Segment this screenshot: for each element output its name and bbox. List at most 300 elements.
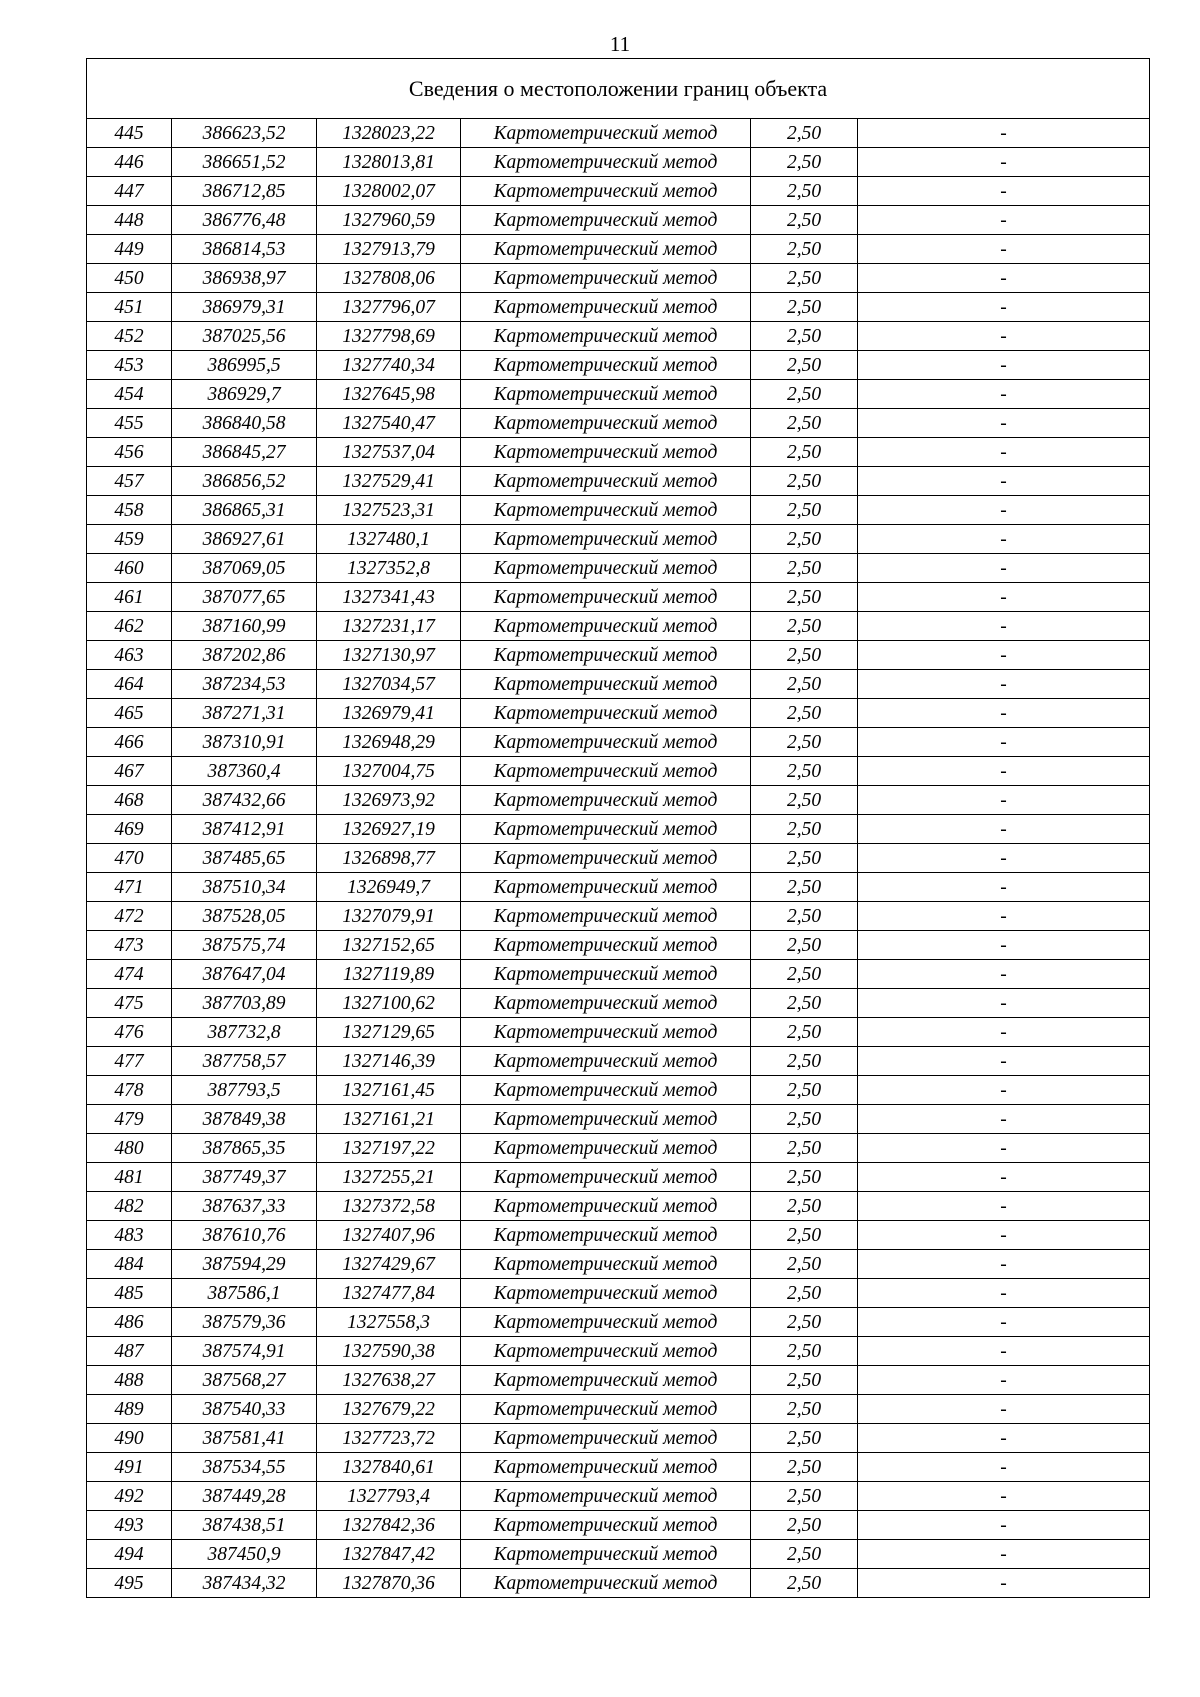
coordinate-y-cell: 1326973,92 xyxy=(317,786,461,815)
point-number-cell: 469 xyxy=(87,815,172,844)
point-number-cell: 460 xyxy=(87,554,172,583)
coordinate-x-cell: 387540,33 xyxy=(172,1395,317,1424)
note-cell: - xyxy=(858,699,1150,728)
note-cell: - xyxy=(858,1163,1150,1192)
coordinate-y-cell: 1327798,69 xyxy=(317,322,461,351)
note-cell: - xyxy=(858,902,1150,931)
point-number-cell: 489 xyxy=(87,1395,172,1424)
note-cell: - xyxy=(858,1540,1150,1569)
coordinate-x-cell: 387432,66 xyxy=(172,786,317,815)
coordinate-y-cell: 1327130,97 xyxy=(317,641,461,670)
coordinate-x-cell: 387271,31 xyxy=(172,699,317,728)
coordinate-y-cell: 1326949,7 xyxy=(317,873,461,902)
method-cell: Картометрический метод xyxy=(461,409,751,438)
method-cell: Картометрический метод xyxy=(461,525,751,554)
note-cell: - xyxy=(858,235,1150,264)
coordinate-x-cell: 387793,5 xyxy=(172,1076,317,1105)
coordinate-x-cell: 386865,31 xyxy=(172,496,317,525)
coordinate-y-cell: 1328002,07 xyxy=(317,177,461,206)
precision-cell: 2,50 xyxy=(751,1540,858,1569)
table-title: Сведения о местоположении границ объекта xyxy=(87,59,1150,119)
note-cell: - xyxy=(858,525,1150,554)
precision-cell: 2,50 xyxy=(751,293,858,322)
point-number-cell: 483 xyxy=(87,1221,172,1250)
precision-cell: 2,50 xyxy=(751,728,858,757)
table-row xyxy=(87,1250,1150,1279)
coordinate-x-cell: 387310,91 xyxy=(172,728,317,757)
precision-cell: 2,50 xyxy=(751,1279,858,1308)
coordinate-y-cell: 1327341,43 xyxy=(317,583,461,612)
coordinate-y-cell: 1327679,22 xyxy=(317,1395,461,1424)
note-cell: - xyxy=(858,1308,1150,1337)
coordinate-y-cell: 1327808,06 xyxy=(317,264,461,293)
coordinate-y-cell: 1327529,41 xyxy=(317,467,461,496)
coordinate-y-cell: 1327477,84 xyxy=(317,1279,461,1308)
point-number-cell: 452 xyxy=(87,322,172,351)
precision-cell: 2,50 xyxy=(751,699,858,728)
coordinate-x-cell: 386979,31 xyxy=(172,293,317,322)
precision-cell: 2,50 xyxy=(751,902,858,931)
precision-cell: 2,50 xyxy=(751,438,858,467)
point-number-cell: 451 xyxy=(87,293,172,322)
coordinate-x-cell: 386929,7 xyxy=(172,380,317,409)
coordinate-x-cell: 387202,86 xyxy=(172,641,317,670)
note-cell: - xyxy=(858,293,1150,322)
precision-cell: 2,50 xyxy=(751,641,858,670)
point-number-cell: 495 xyxy=(87,1569,172,1598)
point-number-cell: 481 xyxy=(87,1163,172,1192)
method-cell: Картометрический метод xyxy=(461,1482,751,1511)
coordinate-x-cell: 386712,85 xyxy=(172,177,317,206)
precision-cell: 2,50 xyxy=(751,583,858,612)
coordinate-y-cell: 1327255,21 xyxy=(317,1163,461,1192)
coordinate-x-cell: 386856,52 xyxy=(172,467,317,496)
point-number-cell: 474 xyxy=(87,960,172,989)
note-cell: - xyxy=(858,1134,1150,1163)
note-cell: - xyxy=(858,496,1150,525)
precision-cell: 2,50 xyxy=(751,1047,858,1076)
point-number-cell: 479 xyxy=(87,1105,172,1134)
method-cell: Картометрический метод xyxy=(461,989,751,1018)
table-row xyxy=(87,1366,1150,1395)
method-cell: Картометрический метод xyxy=(461,351,751,380)
note-cell: - xyxy=(858,844,1150,873)
coordinate-y-cell: 1327152,65 xyxy=(317,931,461,960)
note-cell: - xyxy=(858,1395,1150,1424)
method-cell: Картометрический метод xyxy=(461,1337,751,1366)
coordinate-y-cell: 1327913,79 xyxy=(317,235,461,264)
note-cell: - xyxy=(858,380,1150,409)
coordinate-y-cell: 1327590,38 xyxy=(317,1337,461,1366)
table-row xyxy=(87,148,1150,177)
coordinate-y-cell: 1327197,22 xyxy=(317,1134,461,1163)
note-cell: - xyxy=(858,1192,1150,1221)
note-cell: - xyxy=(858,989,1150,1018)
coordinate-y-cell: 1327161,45 xyxy=(317,1076,461,1105)
table-row xyxy=(87,1047,1150,1076)
precision-cell: 2,50 xyxy=(751,1569,858,1598)
coordinate-x-cell: 387647,04 xyxy=(172,960,317,989)
coordinate-x-cell: 387434,32 xyxy=(172,1569,317,1598)
point-number-cell: 487 xyxy=(87,1337,172,1366)
coordinate-x-cell: 386845,27 xyxy=(172,438,317,467)
coordinate-y-cell: 1326948,29 xyxy=(317,728,461,757)
point-number-cell: 491 xyxy=(87,1453,172,1482)
coordinate-x-cell: 387510,34 xyxy=(172,873,317,902)
point-number-cell: 455 xyxy=(87,409,172,438)
coordinate-y-cell: 1327537,04 xyxy=(317,438,461,467)
point-number-cell: 456 xyxy=(87,438,172,467)
coordinate-x-cell: 387749,37 xyxy=(172,1163,317,1192)
coordinate-y-cell: 1327034,57 xyxy=(317,670,461,699)
coordinate-x-cell: 386814,53 xyxy=(172,235,317,264)
point-number-cell: 470 xyxy=(87,844,172,873)
coordinate-x-cell: 387025,56 xyxy=(172,322,317,351)
coordinate-y-cell: 1327100,62 xyxy=(317,989,461,1018)
coordinate-x-cell: 387528,05 xyxy=(172,902,317,931)
precision-cell: 2,50 xyxy=(751,873,858,902)
precision-cell: 2,50 xyxy=(751,1076,858,1105)
table-row xyxy=(87,670,1150,699)
coordinate-x-cell: 387732,8 xyxy=(172,1018,317,1047)
point-number-cell: 465 xyxy=(87,699,172,728)
coordinate-y-cell: 1327960,59 xyxy=(317,206,461,235)
method-cell: Картометрический метод xyxy=(461,1569,751,1598)
precision-cell: 2,50 xyxy=(751,1511,858,1540)
precision-cell: 2,50 xyxy=(751,1453,858,1482)
note-cell: - xyxy=(858,1453,1150,1482)
note-cell: - xyxy=(858,815,1150,844)
table-row xyxy=(87,293,1150,322)
precision-cell: 2,50 xyxy=(751,264,858,293)
point-number-cell: 468 xyxy=(87,786,172,815)
coordinate-y-cell: 1327796,07 xyxy=(317,293,461,322)
point-number-cell: 453 xyxy=(87,351,172,380)
note-cell: - xyxy=(858,612,1150,641)
coordinate-x-cell: 386776,48 xyxy=(172,206,317,235)
precision-cell: 2,50 xyxy=(751,1424,858,1453)
precision-cell: 2,50 xyxy=(751,1192,858,1221)
precision-cell: 2,50 xyxy=(751,409,858,438)
table-row xyxy=(87,1453,1150,1482)
coordinate-y-cell: 1327129,65 xyxy=(317,1018,461,1047)
point-number-cell: 458 xyxy=(87,496,172,525)
table-row xyxy=(87,1192,1150,1221)
table-row xyxy=(87,119,1150,148)
precision-cell: 2,50 xyxy=(751,960,858,989)
table-row xyxy=(87,554,1150,583)
precision-cell: 2,50 xyxy=(751,1250,858,1279)
note-cell: - xyxy=(858,554,1150,583)
coordinate-x-cell: 387594,29 xyxy=(172,1250,317,1279)
table-row xyxy=(87,1395,1150,1424)
method-cell: Картометрический метод xyxy=(461,1308,751,1337)
table-row xyxy=(87,1337,1150,1366)
coordinate-x-cell: 387568,27 xyxy=(172,1366,317,1395)
method-cell: Картометрический метод xyxy=(461,1511,751,1540)
coordinate-y-cell: 1327870,36 xyxy=(317,1569,461,1598)
table-row xyxy=(87,1540,1150,1569)
note-cell: - xyxy=(858,1511,1150,1540)
note-cell: - xyxy=(858,1105,1150,1134)
note-cell: - xyxy=(858,1337,1150,1366)
note-cell: - xyxy=(858,322,1150,351)
note-cell: - xyxy=(858,264,1150,293)
table-row xyxy=(87,931,1150,960)
point-number-cell: 492 xyxy=(87,1482,172,1511)
precision-cell: 2,50 xyxy=(751,1221,858,1250)
method-cell: Картометрический метод xyxy=(461,1018,751,1047)
table-row xyxy=(87,322,1150,351)
coordinate-x-cell: 387579,36 xyxy=(172,1308,317,1337)
method-cell: Картометрический метод xyxy=(461,1163,751,1192)
note-cell: - xyxy=(858,1076,1150,1105)
method-cell: Картометрический метод xyxy=(461,1279,751,1308)
coordinate-y-cell: 1326927,19 xyxy=(317,815,461,844)
table-row xyxy=(87,1163,1150,1192)
point-number-cell: 448 xyxy=(87,206,172,235)
table-row xyxy=(87,1018,1150,1047)
method-cell: Картометрический метод xyxy=(461,757,751,786)
precision-cell: 2,50 xyxy=(751,989,858,1018)
point-number-cell: 477 xyxy=(87,1047,172,1076)
coordinate-y-cell: 1327146,39 xyxy=(317,1047,461,1076)
coordinate-x-cell: 386995,5 xyxy=(172,351,317,380)
boundary-coordinates-table xyxy=(86,58,1150,1598)
precision-cell: 2,50 xyxy=(751,1308,858,1337)
note-cell: - xyxy=(858,873,1150,902)
table-row xyxy=(87,641,1150,670)
point-number-cell: 449 xyxy=(87,235,172,264)
table-row xyxy=(87,467,1150,496)
note-cell: - xyxy=(858,206,1150,235)
note-cell: - xyxy=(858,1366,1150,1395)
coordinate-x-cell: 387534,55 xyxy=(172,1453,317,1482)
table-row xyxy=(87,206,1150,235)
table-row xyxy=(87,757,1150,786)
coordinate-x-cell: 387637,33 xyxy=(172,1192,317,1221)
coordinate-x-cell: 387485,65 xyxy=(172,844,317,873)
point-number-cell: 476 xyxy=(87,1018,172,1047)
table-row xyxy=(87,1076,1150,1105)
table-row xyxy=(87,786,1150,815)
coordinate-y-cell: 1327842,36 xyxy=(317,1511,461,1540)
method-cell: Картометрический метод xyxy=(461,1395,751,1424)
note-cell: - xyxy=(858,409,1150,438)
coordinate-y-cell: 1327480,1 xyxy=(317,525,461,554)
table-row xyxy=(87,989,1150,1018)
point-number-cell: 486 xyxy=(87,1308,172,1337)
method-cell: Картометрический метод xyxy=(461,148,751,177)
point-number-cell: 493 xyxy=(87,1511,172,1540)
precision-cell: 2,50 xyxy=(751,1163,858,1192)
note-cell: - xyxy=(858,1279,1150,1308)
method-cell: Картометрический метод xyxy=(461,699,751,728)
coordinate-y-cell: 1326898,77 xyxy=(317,844,461,873)
table-row xyxy=(87,1308,1150,1337)
table-row xyxy=(87,438,1150,467)
method-cell: Картометрический метод xyxy=(461,177,751,206)
method-cell: Картометрический метод xyxy=(461,264,751,293)
method-cell: Картометрический метод xyxy=(461,670,751,699)
method-cell: Картометрический метод xyxy=(461,641,751,670)
method-cell: Картометрический метод xyxy=(461,583,751,612)
table-row xyxy=(87,1482,1150,1511)
table-row xyxy=(87,351,1150,380)
note-cell: - xyxy=(858,177,1150,206)
point-number-cell: 457 xyxy=(87,467,172,496)
point-number-cell: 463 xyxy=(87,641,172,670)
coordinate-y-cell: 1327004,75 xyxy=(317,757,461,786)
coordinate-x-cell: 387077,65 xyxy=(172,583,317,612)
coordinate-x-cell: 387234,53 xyxy=(172,670,317,699)
coordinate-x-cell: 387758,57 xyxy=(172,1047,317,1076)
point-number-cell: 447 xyxy=(87,177,172,206)
note-cell: - xyxy=(858,960,1150,989)
note-cell: - xyxy=(858,1250,1150,1279)
note-cell: - xyxy=(858,148,1150,177)
coordinate-y-cell: 1327372,58 xyxy=(317,1192,461,1221)
precision-cell: 2,50 xyxy=(751,554,858,583)
coordinate-x-cell: 387703,89 xyxy=(172,989,317,1018)
point-number-cell: 446 xyxy=(87,148,172,177)
method-cell: Картометрический метод xyxy=(461,1540,751,1569)
table-row xyxy=(87,525,1150,554)
coordinate-x-cell: 387586,1 xyxy=(172,1279,317,1308)
method-cell: Картометрический метод xyxy=(461,235,751,264)
precision-cell: 2,50 xyxy=(751,1482,858,1511)
point-number-cell: 464 xyxy=(87,670,172,699)
coordinate-y-cell: 1327638,27 xyxy=(317,1366,461,1395)
note-cell: - xyxy=(858,467,1150,496)
method-cell: Картометрический метод xyxy=(461,1076,751,1105)
table-row xyxy=(87,1511,1150,1540)
method-cell: Картометрический метод xyxy=(461,728,751,757)
note-cell: - xyxy=(858,728,1150,757)
method-cell: Картометрический метод xyxy=(461,380,751,409)
table-row xyxy=(87,583,1150,612)
coordinate-y-cell: 1327847,42 xyxy=(317,1540,461,1569)
method-cell: Картометрический метод xyxy=(461,786,751,815)
point-number-cell: 480 xyxy=(87,1134,172,1163)
note-cell: - xyxy=(858,583,1150,612)
coordinate-y-cell: 1328023,22 xyxy=(317,119,461,148)
table-row xyxy=(87,699,1150,728)
coordinate-x-cell: 387360,4 xyxy=(172,757,317,786)
note-cell: - xyxy=(858,1569,1150,1598)
method-cell: Картометрический метод xyxy=(461,815,751,844)
method-cell: Картометрический метод xyxy=(461,873,751,902)
coordinate-x-cell: 386840,58 xyxy=(172,409,317,438)
coordinate-x-cell: 386623,52 xyxy=(172,119,317,148)
coordinate-y-cell: 1327429,67 xyxy=(317,1250,461,1279)
point-number-cell: 494 xyxy=(87,1540,172,1569)
method-cell: Картометрический метод xyxy=(461,119,751,148)
table-row xyxy=(87,902,1150,931)
table-row xyxy=(87,1134,1150,1163)
method-cell: Картометрический метод xyxy=(461,960,751,989)
coordinate-x-cell: 387575,74 xyxy=(172,931,317,960)
precision-cell: 2,50 xyxy=(751,844,858,873)
note-cell: - xyxy=(858,1482,1150,1511)
table-row xyxy=(87,612,1150,641)
note-cell: - xyxy=(858,670,1150,699)
method-cell: Картометрический метод xyxy=(461,554,751,583)
table-row xyxy=(87,235,1150,264)
coordinate-x-cell: 386651,52 xyxy=(172,148,317,177)
precision-cell: 2,50 xyxy=(751,148,858,177)
precision-cell: 2,50 xyxy=(751,351,858,380)
point-number-cell: 472 xyxy=(87,902,172,931)
coordinate-x-cell: 387865,35 xyxy=(172,1134,317,1163)
precision-cell: 2,50 xyxy=(751,1018,858,1047)
table-row xyxy=(87,409,1150,438)
method-cell: Картометрический метод xyxy=(461,496,751,525)
point-number-cell: 490 xyxy=(87,1424,172,1453)
coordinate-y-cell: 1327558,3 xyxy=(317,1308,461,1337)
table-row xyxy=(87,728,1150,757)
note-cell: - xyxy=(858,438,1150,467)
coordinate-x-cell: 387412,91 xyxy=(172,815,317,844)
precision-cell: 2,50 xyxy=(751,612,858,641)
precision-cell: 2,50 xyxy=(751,1366,858,1395)
table-row xyxy=(87,177,1150,206)
table-row xyxy=(87,1424,1150,1453)
coordinate-y-cell: 1328013,81 xyxy=(317,148,461,177)
coordinate-y-cell: 1327079,91 xyxy=(317,902,461,931)
note-cell: - xyxy=(858,1018,1150,1047)
table-row xyxy=(87,844,1150,873)
point-number-cell: 478 xyxy=(87,1076,172,1105)
table-row xyxy=(87,1221,1150,1250)
precision-cell: 2,50 xyxy=(751,496,858,525)
method-cell: Картометрический метод xyxy=(461,322,751,351)
table-row xyxy=(87,815,1150,844)
point-number-cell: 482 xyxy=(87,1192,172,1221)
method-cell: Картометрический метод xyxy=(461,1424,751,1453)
coordinate-y-cell: 1327407,96 xyxy=(317,1221,461,1250)
precision-cell: 2,50 xyxy=(751,322,858,351)
precision-cell: 2,50 xyxy=(751,467,858,496)
precision-cell: 2,50 xyxy=(751,670,858,699)
table-row xyxy=(87,873,1150,902)
precision-cell: 2,50 xyxy=(751,1395,858,1424)
point-number-cell: 485 xyxy=(87,1279,172,1308)
table-row xyxy=(87,960,1150,989)
precision-cell: 2,50 xyxy=(751,1337,858,1366)
table-row xyxy=(87,264,1150,293)
coordinate-x-cell: 387160,99 xyxy=(172,612,317,641)
coordinate-y-cell: 1326979,41 xyxy=(317,699,461,728)
coordinate-x-cell: 387449,28 xyxy=(172,1482,317,1511)
method-cell: Картометрический метод xyxy=(461,293,751,322)
precision-cell: 2,50 xyxy=(751,380,858,409)
method-cell: Картометрический метод xyxy=(461,612,751,641)
coordinate-y-cell: 1327352,8 xyxy=(317,554,461,583)
table-row xyxy=(87,1279,1150,1308)
method-cell: Картометрический метод xyxy=(461,844,751,873)
note-cell: - xyxy=(858,351,1150,380)
coordinate-y-cell: 1327540,47 xyxy=(317,409,461,438)
precision-cell: 2,50 xyxy=(751,177,858,206)
coordinate-y-cell: 1327161,21 xyxy=(317,1105,461,1134)
point-number-cell: 484 xyxy=(87,1250,172,1279)
coordinate-x-cell: 387574,91 xyxy=(172,1337,317,1366)
note-cell: - xyxy=(858,1424,1150,1453)
coordinate-y-cell: 1327740,34 xyxy=(317,351,461,380)
note-cell: - xyxy=(858,119,1150,148)
precision-cell: 2,50 xyxy=(751,931,858,960)
